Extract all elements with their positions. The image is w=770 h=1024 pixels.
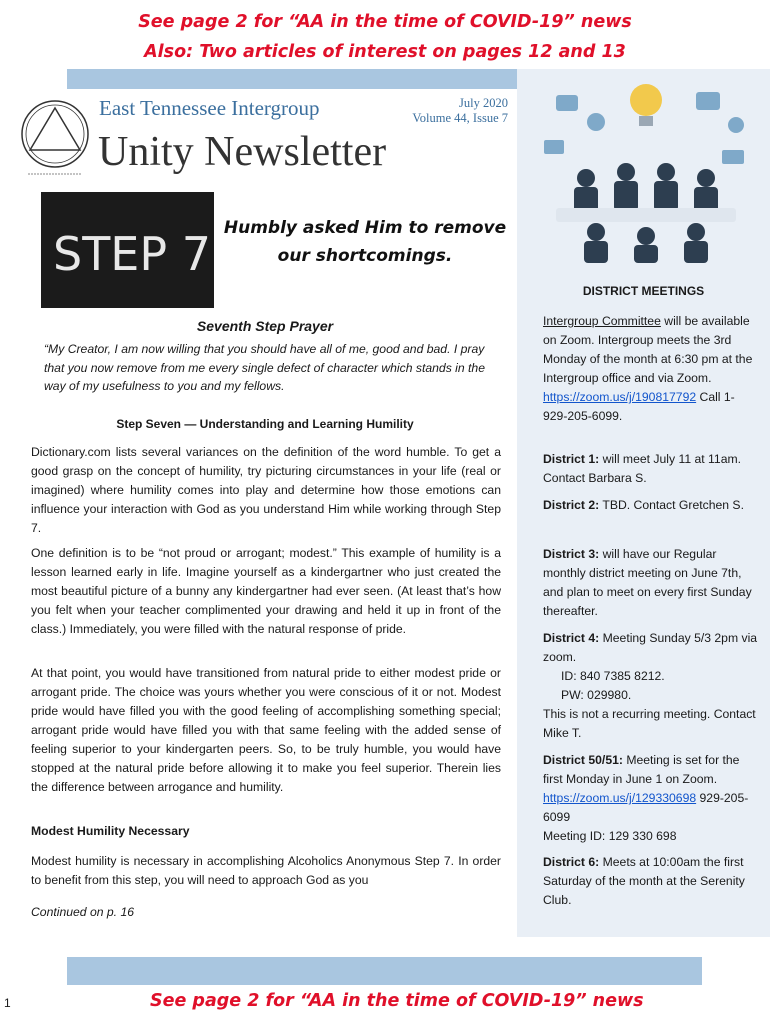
footer-banner: See page 2 for “AA in the time of COVID-19” news	[150, 991, 644, 1011]
district-4-pw: PW: 029980.	[561, 688, 632, 702]
article-paragraph: Modest humility is necessary in accomplishing Alcoholics Anonymous Step 7. In order to benefit from this step, you will need to approach God as you	[31, 854, 501, 887]
district-50-51-label: District 50/51:	[543, 753, 623, 767]
prayer-heading: Seventh Step Prayer	[196, 318, 334, 334]
page-number: 1	[4, 996, 11, 1010]
article-heading: Step Seven — Understanding and Learning Humility	[116, 417, 414, 431]
district-4-label: District 4:	[543, 631, 600, 645]
district-50-51-zoom-link[interactable]: https://zoom.us/j/129330698	[543, 791, 697, 805]
intergroup-text: will be available on Zoom. Intergroup meets the 3rd Monday of the month at 6:30 pm at the Intergroup office and via Zoom.	[543, 314, 753, 385]
issue-info	[400, 96, 508, 126]
newsletter-title: Unity Newsletter	[98, 129, 387, 175]
district-4-id: ID: 840 7385 8212.	[561, 669, 665, 683]
intergroup-zoom-link[interactable]: https://zoom.us/j/190817792	[543, 390, 697, 404]
district-2-item	[543, 496, 758, 515]
issue-date: July 2020	[459, 96, 508, 110]
district-4-text: Meeting Sunday 5/3 2pm via zoom.	[543, 631, 758, 664]
aa-logo-icon	[18, 98, 93, 178]
district-3-label: District 3:	[543, 547, 600, 561]
district-50-51-meeting-id: Meeting ID: 129 330 698	[543, 829, 677, 843]
intergroup-item	[543, 312, 758, 426]
org-name: East Tennessee Intergroup	[99, 96, 320, 120]
banner-line-2: Also: Two articles of interest on pages 12 and 13	[144, 42, 626, 62]
intergroup-phone: Call 1-929-205-6099.	[543, 390, 735, 423]
headline: Humbly asked Him to remove our shortcomings.	[223, 218, 507, 266]
banner-line-1: See page 2 for “AA in the time of COVID-19” news	[138, 12, 632, 32]
district-6-item	[543, 853, 758, 910]
district-3-item	[543, 545, 758, 621]
district-4-note: This is not a recurring meeting. Contact Mike T.	[543, 707, 756, 740]
district-50-51-item	[543, 751, 758, 846]
issue-volume: Volume 44, Issue 7	[412, 111, 508, 125]
district-2-label: District 2:	[543, 498, 600, 512]
article-paragraph: Dictionary.com lists several variances on the definition of the word humble. To get a good grasp on the concept of humility, try picturing circumstances in your life (real or imagined) where humility comes into play and determine how those emotions can influence your interaction with God as you understand Him while working through Step 7.	[31, 445, 501, 535]
article-paragraph: At that point, you would have transitioned from natural pride to either modest pride or arrogant pride. The choice was yours whether you were conscious of it or not. Modest pride would have filled you with the good feeling of accomplishing something special; arrogant pride would have filled you with that same feeling with the added sense of feeling superior to your kindergarten peers. So, to be truly humble, you would have stopped at the natural pride before allowing it to make you feel superior. Therein lies the difference between arrogance and humility.	[31, 666, 501, 794]
district-6-text: Meets at 10:00am the first Saturday of the month at the Serenity Club.	[543, 855, 745, 907]
district-50-51-text: Meeting is set for the first Monday in June 1 on Zoom.	[543, 753, 740, 786]
district-3-text: will have our Regular monthly district meeting on June 7th, and plan to meet on every first Sunday thereafter.	[543, 547, 752, 618]
district-1-item	[543, 450, 758, 488]
district-meetings-heading: DISTRICT MEETINGS	[582, 284, 705, 298]
article-subheading: Modest Humility Necessary	[31, 824, 190, 838]
intergroup-label: Intergroup Committee	[543, 314, 661, 328]
continued-note: Continued on p. 16	[31, 905, 134, 919]
district-1-label: District 1:	[543, 452, 600, 466]
district-2-text: TBD. Contact Gretchen S.	[599, 498, 744, 512]
meeting-illustration	[526, 80, 766, 265]
article-paragraph: One definition is to be “not proud or arrogant; modest.” This example of humility is a lesson learned early in life. Imagine yourself as a kindergartner who just created the most beautiful picture of a bunny any kindergartner had ever seen. (At least that’s how you felt when your teacher complimented your drawing and held it up in front of the class.) Immediately, you were filled with the natural response of pride.	[31, 546, 501, 636]
district-1-text: will meet July 11 at 11am. Contact Barbara S.	[543, 452, 742, 485]
prayer-text: “My Creator, I am now willing that you should have all of me, good and bad. I pray that you now remove from me every single defect of character which stands in the way of my usefulness to you and my fellows.	[44, 342, 485, 393]
district-4-item	[543, 629, 758, 743]
district-6-label: District 6:	[543, 855, 600, 869]
district-50-51-phone: 929-205-6099	[543, 791, 749, 824]
step-7-chalkboard-image	[41, 192, 214, 308]
chalk-text: STEP 7	[53, 227, 211, 281]
bottom-decorative-bar	[67, 957, 702, 985]
